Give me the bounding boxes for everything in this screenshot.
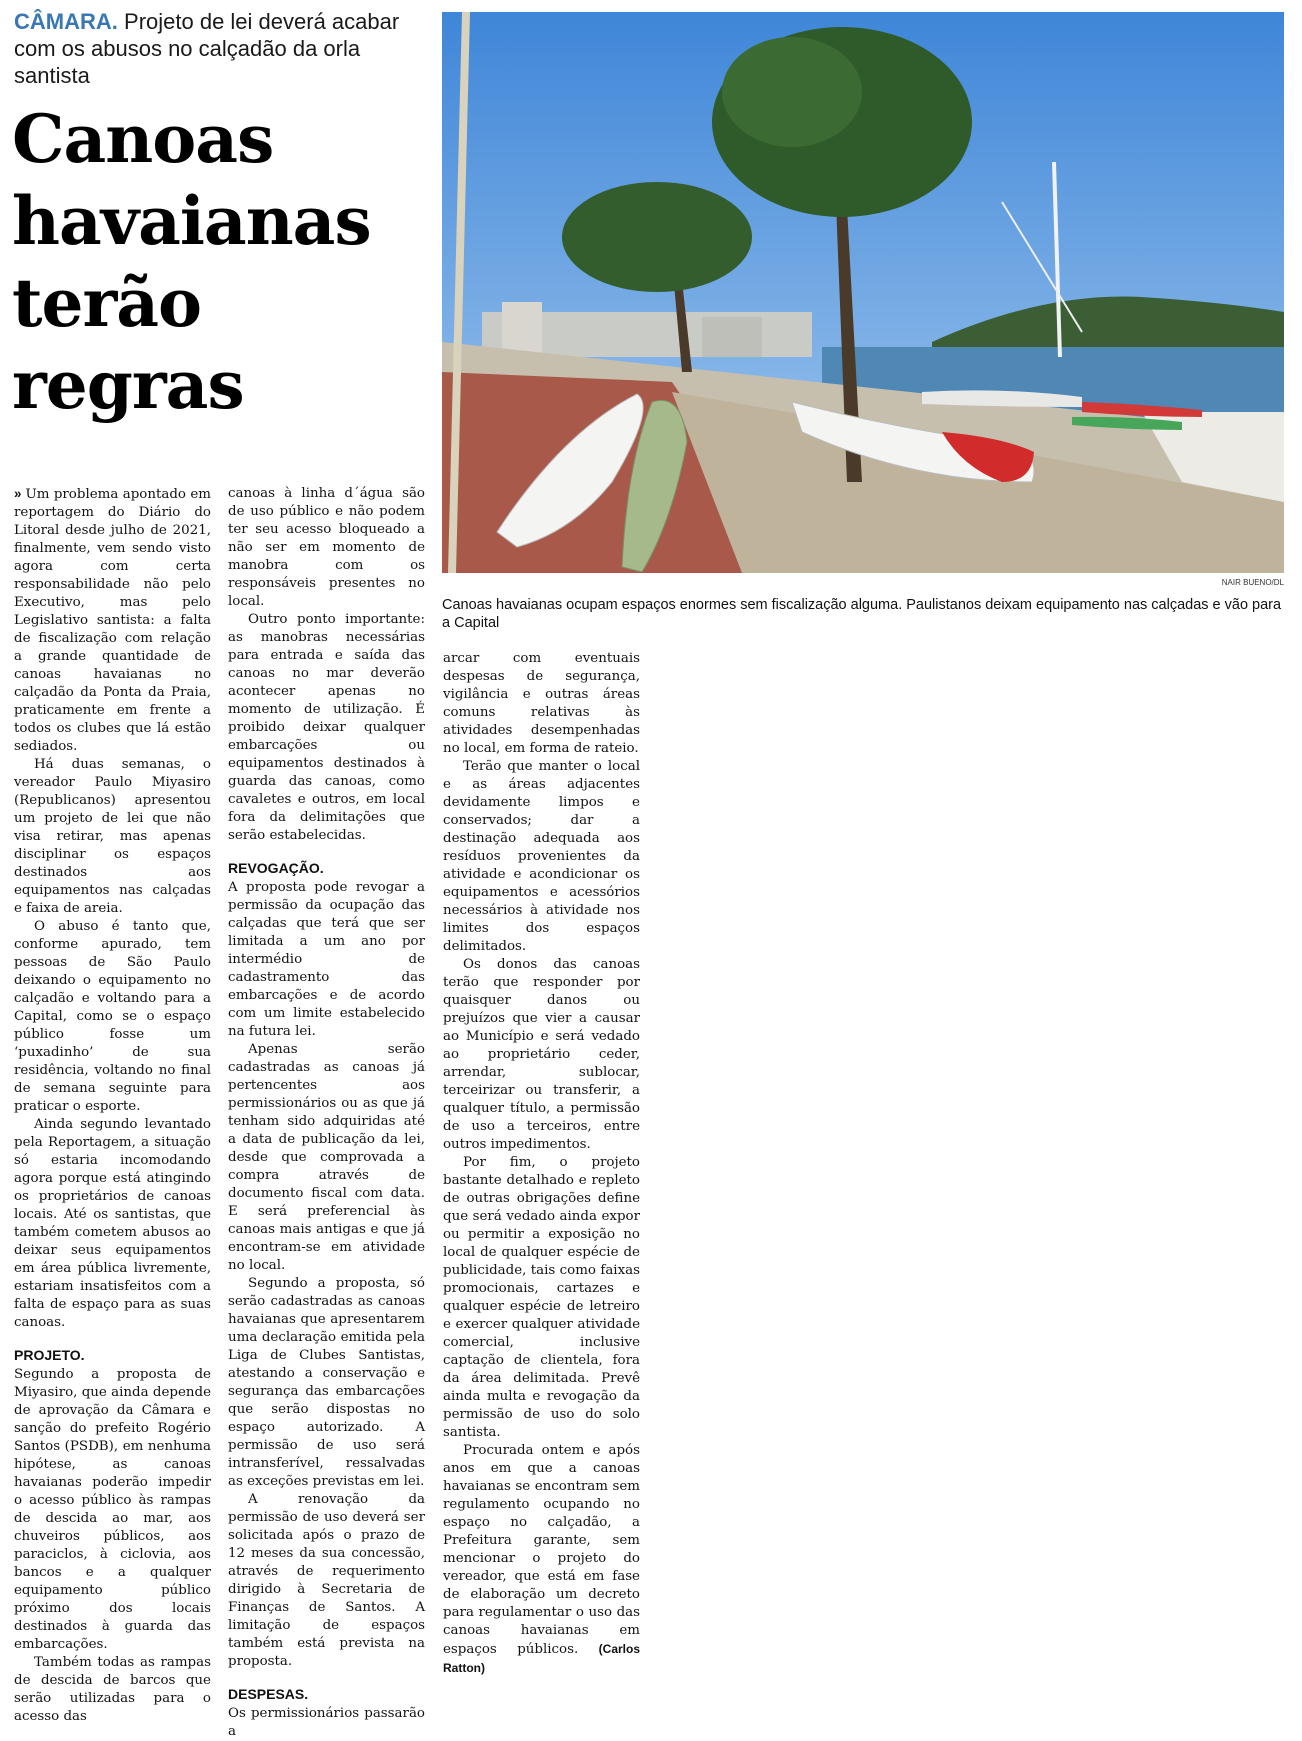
chevron-icon: »	[14, 486, 22, 501]
paragraph: arcar com eventuais despesas de segurança, vigilância e outras áreas comuns relativas às atividades desempenhadas no local, em forma de rateio.	[443, 651, 640, 756]
paragraph: canoas à linha d´água são de uso público e não podem ter seu acesso bloqueado a não ser em momento de manobra com os responsáveis presentes no local.	[228, 486, 425, 609]
section-heading-revogacao: REVOGAÇÃO.	[228, 860, 324, 876]
canoes-photo-illustration	[442, 12, 1284, 573]
kicker-tag: CÂMARA.	[14, 9, 118, 34]
photo-caption: Canoas havaianas ocupam espaços enormes sem fiscalização alguma. Paulistanos deixam equipamento nas calçadas e vão para a Capital	[442, 597, 1282, 631]
section-heading-despesas: DESPESAS.	[228, 1686, 309, 1702]
kicker-text: Projeto de lei deverá acabar com os abusos no calçadão da orla santista	[14, 9, 400, 88]
section-heading-projeto: PROJETO.	[14, 1347, 85, 1363]
paragraph: Por fim, o projeto bastante detalhado e repleto de outras obrigações define que será vedado ainda expor ou permitir a exposição no local de qualquer espécie de publicidade, tais como faixas promocionais, cartazes e qualquer espécie de letreiro e exercer qualquer atividade comercial, inclusive captação de clientela, fora da área delimitada. Prevê ainda multa e revogação da permissão de uso do solo santista.	[443, 1155, 640, 1440]
paragraph: Procurada ontem e após anos em que a canoas havaianas se encontram sem regulamento ocupando no espaço no calçadão, a Prefeitura garante, sem mencionar o projeto do vereador, que está em fase de elaboração um decreto para regulamentar o uso das canoas havaianas em espaços públicos. (Carlos Ratton)	[443, 1443, 640, 1675]
photo-credit: NAIR BUENO/DL	[1221, 578, 1284, 587]
paragraph: Há duas semanas, o vereador Paulo Miyasiro (Republicanos) apresentou um projeto de lei que não visa retirar, mas apenas disciplinar os espaços destinados aos equipamentos nas calçadas e faixa de areia.	[14, 757, 211, 916]
article-column-3	[443, 650, 640, 1678]
paragraph: Ainda segundo levantado pela Reportagem, a situação só estaria incomodando agora porque está atingindo os proprietários de canoas locais. Até os santistas, que também cometem abusos ao deixar seus equipamentos em área pública livremente, estariam insatisfeitos com a falta de espaço para as suas canoas.	[14, 1117, 211, 1330]
article-column-2	[228, 485, 425, 1741]
paragraph: Segundo a proposta de Miyasiro, que ainda depende de aprovação da Câmara e sanção do prefeito Rogério Santos (PSDB), em nenhuma hipótese, as canoas havaianas poderão impedir o acesso público às rampas de descida ao mar, aos chuveiros públicos, aos paraciclos, à ciclovia, aos bancos e a qualquer equipamento público próximo dos locais destinados à guarda das embarcações.	[14, 1367, 211, 1652]
paragraph: » Um problema apontado em reportagem do Diário do Litoral desde julho de 2021, finalmente, vem sendo visto agora com certa responsabilidade não pelo Executivo, mas pelo Legislativo santista: a falta de fiscalização com relação a grande quantidade de canoas havaianas no calçadão da Ponta da Praia, praticamente em frente a todos os clubes que lá estão sediados.	[14, 486, 211, 754]
paragraph: O abuso é tanto que, conforme apurado, tem pessoas de São Paulo deixando o equipamento no calçadão e voltando para a Capital, como se o espaço público fosse um ‘puxadinho’ de sua residência, voltando no final de semana seguinte para praticar o esporte.	[14, 919, 211, 1114]
kicker	[14, 8, 434, 89]
article-column-1	[14, 485, 211, 1726]
paragraph: Os donos das canoas terão que responder por quaisquer danos ou prejuízos que vier a causar ao Município e será vedado ao proprietário ceder, arrendar, sublocar, terceirizar ou transferir, a qualquer título, a permissão de uso a terceiros, entre outros impedimentos.	[443, 957, 640, 1152]
paragraph: Segundo a proposta, só serão cadastradas as canoas havaianas que apresentarem uma declaração emitida pela Liga de Clubes Santistas, atestando a conservação e segurança das embarcações que serão dispostas no espaço autorizado. A permissão de uso será intransferível, ressalvadas as exceções previstas em lei.	[228, 1276, 425, 1489]
headline: Canoas havaianas terão regras	[12, 100, 371, 424]
author-signature: (Carlos Ratton)	[443, 1642, 640, 1675]
paragraph: Os permissionários passarão a	[228, 1706, 425, 1739]
paragraph: Também todas as rampas de descida de barcos que serão utilizadas para o acesso das	[14, 1655, 211, 1724]
paragraph: A renovação da permissão de uso deverá ser solicitada após o prazo de 12 meses da sua concessão, através de requerimento dirigido à Secretaria de Finanças de Santos. A limitação de espaços também está prevista na proposta.	[228, 1492, 425, 1669]
paragraph: Apenas serão cadastradas as canoas já pertencentes aos permissionários ou as que já tenham sido adquiridas até a data de publicação da lei, desde que comprovada a compra através de documento fiscal com data. E será preferencial às canoas mais antigas e que já encontram-se em atividade no local.	[228, 1042, 425, 1273]
paragraph: A proposta pode revogar a permissão da ocupação das calçadas que terá que ser limitada a um ano por intermédio de cadastramento das embarcações e de acordo com um limite estabelecido na futura lei.	[228, 880, 425, 1039]
paragraph: Outro ponto importante: as manobras necessárias para entrada e saída das canoas no mar deverão acontecer apenas no momento de utilização. É proibido deixar qualquer embarcações ou equipamentos destinados à guarda das canoas, como cavaletes e outros, em local fora da delimitações que serão estabelecidas.	[228, 612, 425, 843]
paragraph: Terão que manter o local e as áreas adjacentes devidamente limpos e conservados; dar a destinação adequada aos resíduos provenientes da atividade e acondicionar os equipamentos e acessórios necessários à atividade nos limites dos espaços delimitados.	[443, 759, 640, 954]
article-photo	[442, 12, 1284, 573]
